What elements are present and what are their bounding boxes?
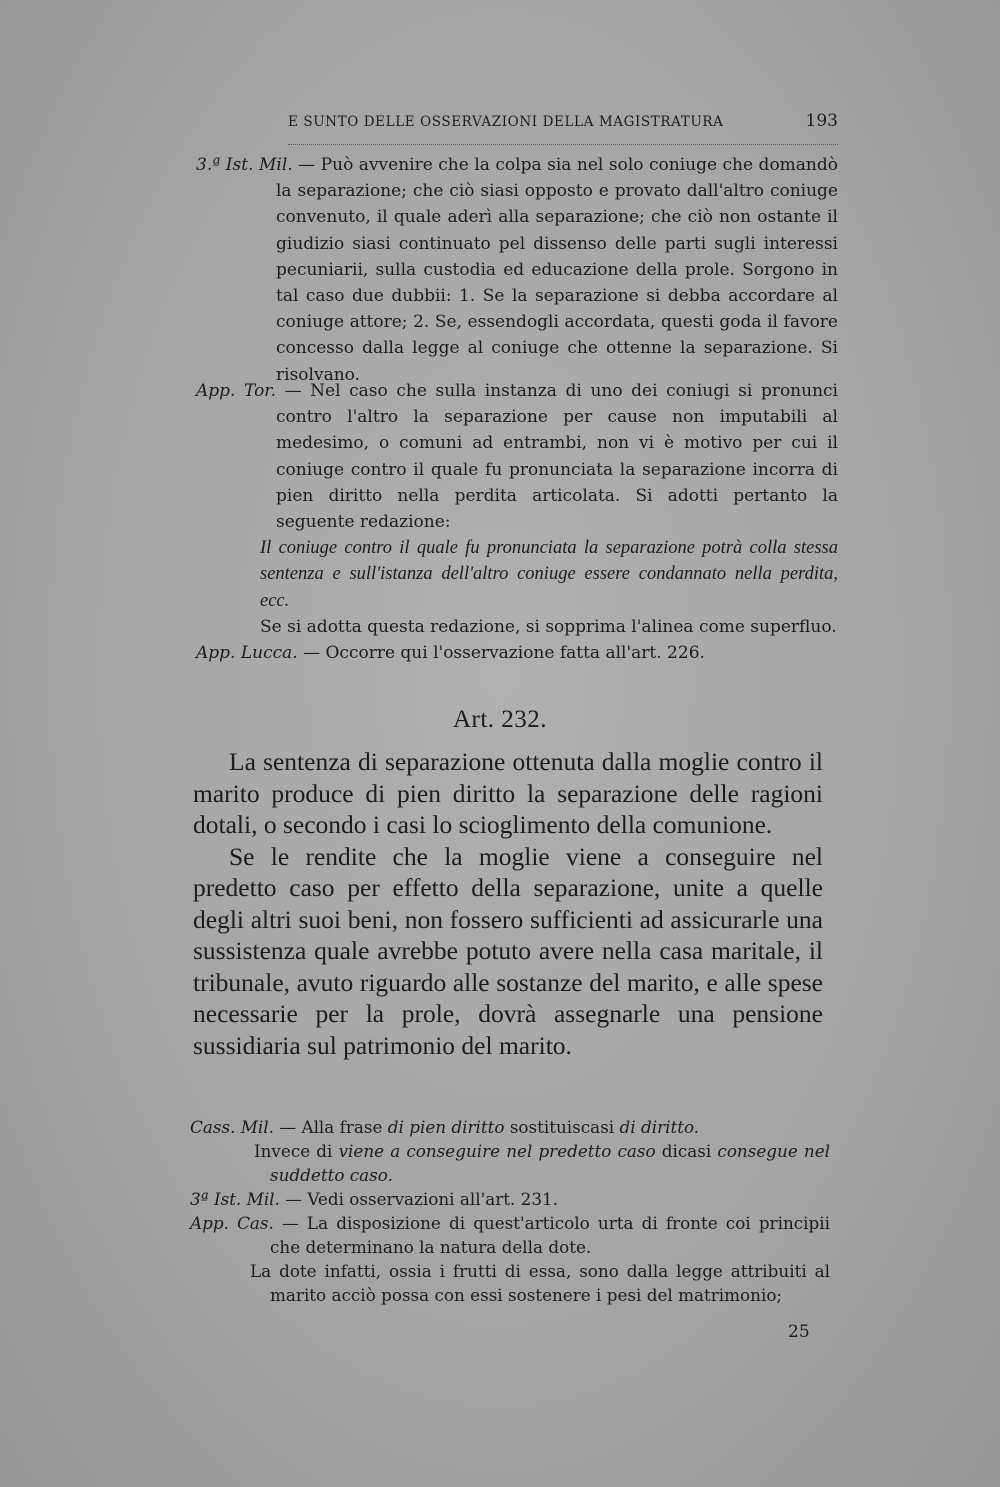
proposed-wording: Il coniuge contro il quale fu pronunciata la separazione potrà colla stessa sentenza e sull'istanza dell'altro coniuge essere condannato nella perdita, ecc. [260, 538, 838, 611]
note-text: — La disposizione di quest'articolo urta di fronte coi principii che determinano la natura della dote. [270, 1213, 830, 1257]
quoted-phrase: di pien diritto [387, 1117, 505, 1137]
note-paragraph [196, 378, 838, 535]
page-number: 193 [805, 111, 838, 131]
note-source: App. Lucca. [196, 643, 298, 664]
quoted-phrase: di diritto. [619, 1117, 700, 1137]
signature-mark: 25 [788, 1322, 810, 1342]
quoted-phrase: viene a conseguire nel predetto caso [338, 1141, 656, 1161]
note-continuation: Se si adotta questa redazione, si sopprima l'alinea come superfluo. [260, 616, 837, 637]
note-text: — Nel caso che sulla instanza di uno dei coniugi si pronunci contro l'altro la separazione per cause non imputabili al medesimo, o comuni ad entrambi, non vi è motivo per cui il coniuge contro il quale fu pronunciata la separazione incorra di pien diritto nella perdita articolata. Si adotti pertanto la seguente redazione: [275, 381, 838, 533]
note-text: sostituiscasi [504, 1117, 620, 1137]
note-text: — Alla frase [274, 1117, 388, 1137]
note-text: — Vedi osservazioni all'art. 231. [279, 1189, 559, 1209]
note-text: Invece di [254, 1141, 339, 1161]
notes-tor-lucca [196, 378, 838, 666]
note-text: — Può avvenire che la colpa sia nel solo coniuge che domandò la separazione; che ciò siasi opposto e provato dall'altro coniuge convenuto, il quale aderì alla separazione; che ciò non ostante il giudizio siasi continuato pel dissenso delle parti sugli interessi pecuniarii, sulla custodia ed educazione della prole. Sorgono in tal caso due dubbii: 1. Se la separazione si debba accordare al coniuge attore; 2. Se, essendogli accordata, questi goda il favore concesso dalla legge al coniuge che ottenne la separazione. Si risolvano. [276, 155, 838, 385]
note-text: dicasi [655, 1141, 718, 1161]
notes-after-article [190, 1115, 830, 1307]
note-paragraph [190, 1211, 830, 1259]
note-source: App. Tor. [196, 381, 276, 401]
note-source: 3ª Ist. Mil. [190, 1189, 280, 1209]
note-continuation: La dote infatti, ossia i frutti di essa, sono dalla legge attribuiti al marito acciò possa con essi sostenere i pesi del matrimonio; [250, 1261, 830, 1305]
note-paragraph [196, 640, 838, 666]
note-source: App. Cas. [190, 1213, 274, 1233]
quoted-phrase: consegue nel suddetto caso. [270, 1141, 830, 1185]
note-ist-mil [196, 152, 838, 388]
article-paragraph: Se le rendite che la moglie viene a conseguire nel predetto caso per effetto della separazione, unite a quelle degli altri suoi beni, non fossero sufficienti ad assicurarle una sussistenza quale avrebbe potuto avere nella casa maritale, il tribunale, avuto riguardo alle sostanze del marito, e alle spese necessarie per la prole, dovrà assegnarle una pensione sussidiaria sul patrimonio del marito. [193, 841, 823, 1060]
note-paragraph [196, 152, 838, 388]
note-paragraph [190, 1115, 830, 1139]
article-body [193, 746, 823, 1061]
note-continuation [190, 1139, 830, 1187]
header-title: E SUNTO DELLE OSSERVAZIONI DELLA MAGISTRATURA [288, 114, 724, 130]
note-source: Cass. Mil. [190, 1117, 274, 1137]
note-source: 3.ª Ist. Mil. [196, 155, 293, 175]
note-text: — Occorre qui l'osservazione fatta all'art. 226. [297, 643, 705, 664]
running-header [288, 111, 838, 145]
article-paragraph: La sentenza di separazione ottenuta dalla moglie contro il marito produce di pien diritto la separazione delle ragioni dotali, o secondo i casi lo scioglimento della comunione. [193, 747, 823, 839]
note-paragraph [190, 1187, 830, 1211]
article-title: Art. 232. [452, 706, 548, 733]
